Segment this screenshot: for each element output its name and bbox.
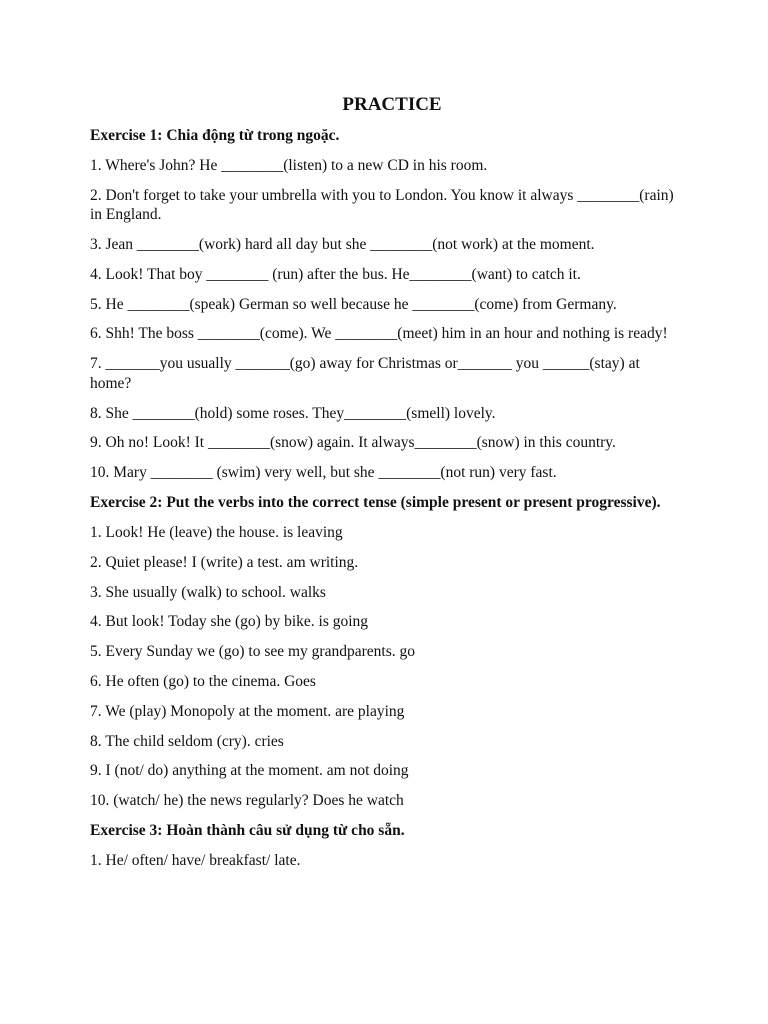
exercise-item: 6. Shh! The boss ________(come). We ________(meet) him in an hour and nothing is ready! bbox=[90, 325, 668, 343]
exercise-1 bbox=[90, 126, 680, 483]
page-title: PRACTICE bbox=[342, 94, 442, 115]
exercise-item: 4. Look! That boy ________ (run) after the bus. He________(want) to catch it. bbox=[90, 265, 581, 283]
exercise-item: 9. I (not/ do) anything at the moment. am not doing bbox=[90, 762, 409, 780]
exercise-list bbox=[90, 523, 680, 811]
exercise-item: 5. Every Sunday we (go) to see my grandparents. go bbox=[90, 643, 415, 661]
exercise-item: 7. We (play) Monopoly at the moment. are playing bbox=[90, 702, 405, 720]
exercise-item: 3. Jean ________(work) hard all day but she ________(not work) at the moment. bbox=[90, 236, 595, 254]
exercise-heading: Exercise 2: Put the verbs into the correct tense (simple present or present progressive). bbox=[90, 493, 661, 511]
exercise-list bbox=[90, 156, 680, 483]
exercise-item: 2. Quiet please! I (write) a test. am writing. bbox=[90, 553, 359, 571]
exercise-item: 3. She usually (walk) to school. walks bbox=[90, 583, 326, 601]
exercise-item: 10. (watch/ he) the news regularly? Does he watch bbox=[90, 792, 404, 810]
exercise-heading: Exercise 1: Chia động từ trong ngoặc. bbox=[90, 127, 340, 144]
exercise-item: 6. He often (go) to the cinema. Goes bbox=[90, 672, 316, 690]
exercise-3 bbox=[90, 821, 680, 871]
exercise-item: 10. Mary ________ (swim) very well, but she ________(not run) very fast. bbox=[90, 464, 557, 482]
exercise-item: 7. _______you usually _______(go) away for Christmas or_______ you ______(stay) at home? bbox=[90, 355, 640, 392]
exercise-list bbox=[90, 851, 680, 871]
exercise-item: 1. Where's John? He ________(listen) to a new CD in his room. bbox=[90, 157, 488, 174]
exercise-2 bbox=[90, 493, 680, 811]
exercise-item: 8. The child seldom (cry). cries bbox=[90, 732, 284, 750]
exercise-item: 8. She ________(hold) some roses. They________(smell) lovely. bbox=[90, 404, 496, 422]
exercise-item: 1. Look! He (leave) the house. is leaving bbox=[90, 523, 343, 541]
exercise-item: 2. Don't forget to take your umbrella with you to London. You know it always ________(rain) in England. bbox=[90, 186, 674, 224]
exercise-item: 1. He/ often/ have/ breakfast/ late. bbox=[90, 851, 301, 869]
exercise-heading: Exercise 3: Hoàn thành câu sử dụng từ cho sẵn. bbox=[90, 821, 405, 839]
document-page bbox=[90, 92, 680, 881]
exercise-item: 4. But look! Today she (go) by bike. is going bbox=[90, 613, 369, 631]
exercise-item: 5. He ________(speak) German so well because he ________(come) from Germany. bbox=[90, 295, 617, 313]
exercise-item: 9. Oh no! Look! It ________(snow) again. It always________(snow) in this country. bbox=[90, 434, 616, 452]
